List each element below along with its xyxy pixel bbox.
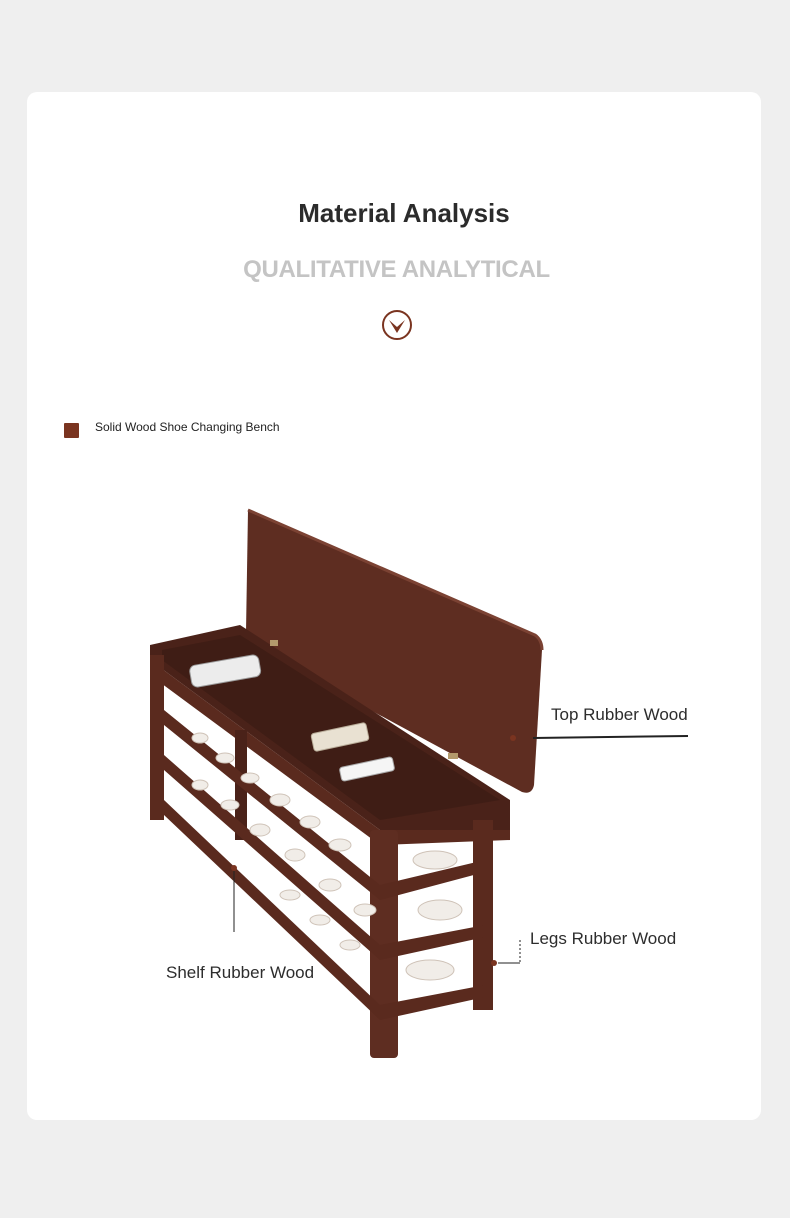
callout-legs-rubber-wood: Legs Rubber Wood	[530, 929, 677, 948]
bench-leg	[473, 820, 493, 1010]
legend-label: Solid Wood Shoe Changing Bench	[95, 420, 280, 434]
page-title: Material Analysis	[298, 198, 510, 228]
page-subtitle: QUALITATIVE ANALYTICAL	[243, 256, 550, 283]
bench-leg	[150, 655, 164, 820]
shoe-bench-illustration	[140, 500, 560, 1070]
callout-shelf-rubber-wood: Shelf Rubber Wood	[166, 963, 315, 982]
legend-swatch	[64, 423, 79, 438]
callout-top-rubber-wood: Top Rubber Wood	[551, 705, 688, 724]
chevron-down-circle-icon[interactable]	[381, 309, 413, 341]
